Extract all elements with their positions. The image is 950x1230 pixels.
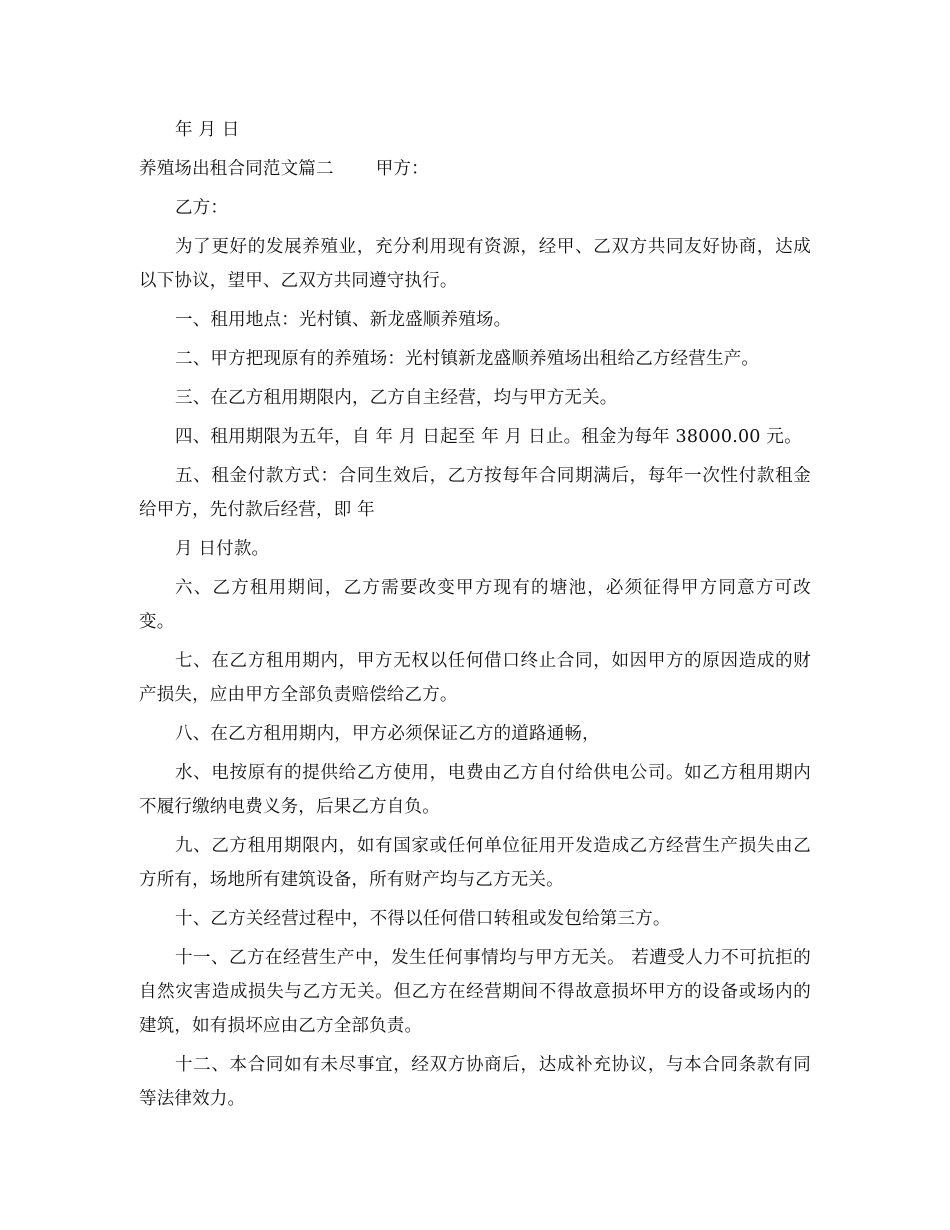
contract-body bbox=[139, 113, 811, 1121]
clause-10: 十、乙方关经营过程中，不得以任何借口转租或发包给第三方。 bbox=[175, 909, 671, 929]
clause-8-continued: 水、电按原有的提供给乙方使用，电费由乙方自付给供电公司。如乙方租用期内不履行缴纳电费义务，后果乙方自负。 bbox=[139, 763, 811, 817]
clause-5: 五、租金付款方式：合同生效后，乙方按每年合同期满后，每年一次性付款租金给甲方，先付款后经营，即 年 bbox=[139, 466, 811, 520]
clause-5-continued: 月 日付款。 bbox=[175, 539, 270, 559]
clause-8: 八、在乙方租用期内，甲方必须保证乙方的道路通畅， bbox=[175, 724, 600, 744]
clause-4: 四、租用期限为五年，自 年 月 日起至 年 月 日止。租金为每年 38000.00 元。 bbox=[175, 427, 802, 447]
clause-12: 十二、本合同如有未尽事宜，经双方协商后，达成补充协议，与本合同条款有同等法律效力。 bbox=[139, 1055, 811, 1109]
title-line bbox=[139, 152, 811, 186]
clause-3: 三、在乙方租用期限内，乙方自主经营，均与甲方无关。 bbox=[175, 388, 618, 408]
clause-9: 九、乙方租用期限内，如有国家或任何单位征用开发造成乙方经营生产损失由乙方所有，场地所有建筑设备，所有财产均与乙方无关。 bbox=[139, 836, 811, 890]
clause-7: 七、在乙方租用期内，甲方无权以任何借口终止合同，如因甲方的原因造成的财产损失，应由甲方全部负责赔偿给乙方。 bbox=[139, 651, 811, 705]
party-b-label: 乙方： bbox=[175, 198, 229, 218]
clause-2: 二、甲方把现原有的养殖场：光村镇新龙盛顺养殖场出租给乙方经营生产。 bbox=[175, 349, 760, 369]
document-title: 养殖场出租合同范文篇二 bbox=[139, 159, 334, 179]
clause-11: 十一、乙方在经营生产中，发生任何事情均与甲方无关。 若遭受人力不可抗拒的自然灾害造成损失与乙方无关。但乙方在经营期间不得故意损坏甲方的设备或场内的建筑，如有损坏应由乙方全部负责。 bbox=[139, 948, 811, 1036]
clause-1: 一、租用地点：光村镇、新龙盛顺养殖场。 bbox=[175, 310, 512, 330]
paragraph-intro: 为了更好的发展养殖业，充分利用现有资源，经甲、乙双方共同友好协商，达成以下协议，望甲、乙双方共同遵守执行。 bbox=[139, 237, 811, 291]
date-line: 年 月 日 bbox=[175, 120, 240, 140]
clause-6: 六、乙方租用期间，乙方需要改变甲方现有的塘池，必须征得甲方同意方可改变。 bbox=[139, 578, 811, 632]
party-a-label: 甲方： bbox=[375, 159, 429, 179]
